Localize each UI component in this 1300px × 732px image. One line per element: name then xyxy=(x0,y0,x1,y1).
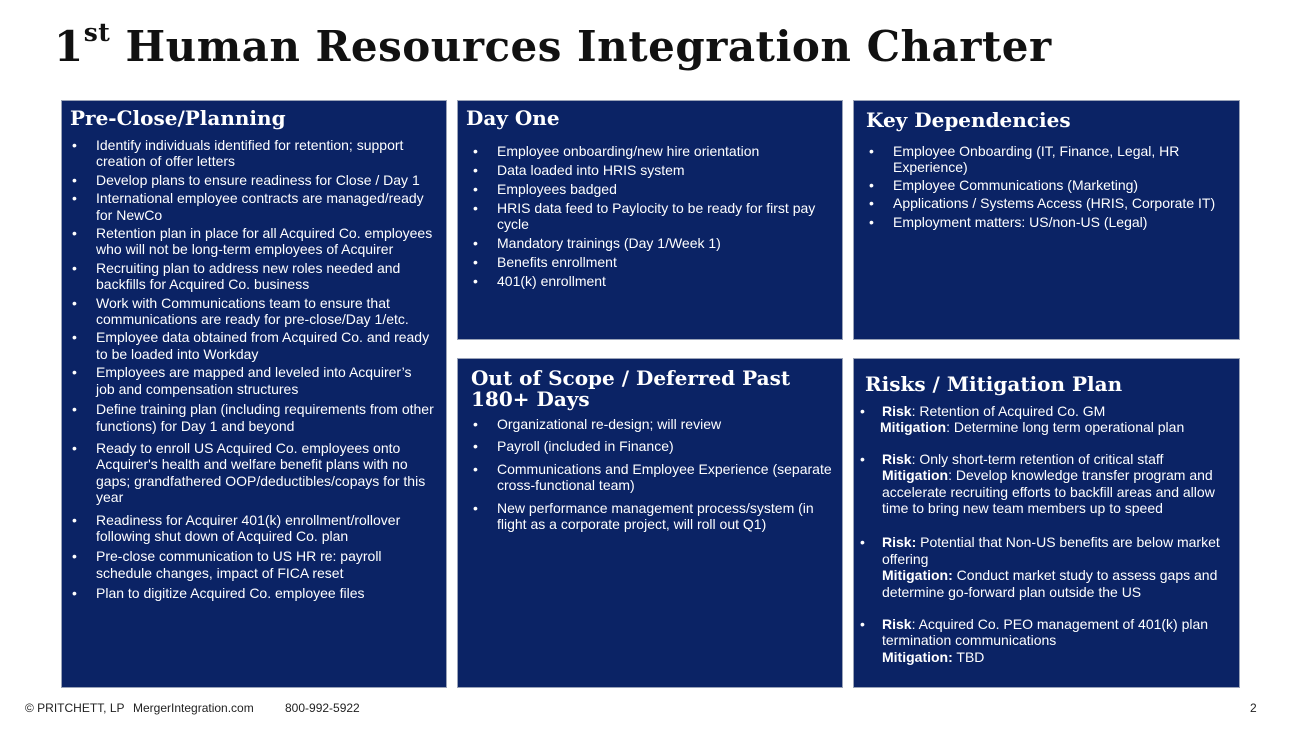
list-item: • Organizational re-design; will review xyxy=(463,416,835,432)
list-item: • Payroll (included in Finance) xyxy=(463,438,835,454)
list-item: • Applications / Systems Access (HRIS, Corporate IT) xyxy=(859,195,1219,211)
pre-close-planning-panel xyxy=(61,100,447,688)
list-item: • Recruiting plan to address new roles needed and backfills for Acquired Co. business xyxy=(62,260,434,293)
risk-text: : Retention of Acquired Co. GM xyxy=(911,403,1106,419)
page-title xyxy=(54,18,1052,71)
risk-text: : Acquired Co. PEO management of 401(k) plan termination communications xyxy=(882,616,1209,649)
mitigation-text: : Determine long term operational plan xyxy=(946,419,1185,436)
list-item: • Employee Communications (Marketing) xyxy=(859,177,1219,193)
key-dependencies-heading: Key Dependencies xyxy=(866,108,1071,132)
list-item: • Employment matters: US/non-US (Legal) xyxy=(859,214,1219,230)
mitigation-line xyxy=(882,649,984,665)
list-item: • Employee onboarding/new hire orientation xyxy=(463,143,835,159)
title-ordinal: 1 xyxy=(54,22,84,71)
risk-item xyxy=(854,403,1236,436)
risk-item xyxy=(854,534,1236,600)
risks-mitigation-panel xyxy=(853,358,1240,688)
day-one-heading: Day One xyxy=(466,106,560,130)
out-of-scope-list xyxy=(458,416,835,532)
title-ordinal-suffix: st xyxy=(83,18,111,47)
list-item: • Retention plan in place for all Acquired Co. employees who will not be long-term employees of Acquirer xyxy=(62,225,434,258)
mitigation-text: Conduct market study to assess gaps and determine go-forward plan outside the US xyxy=(882,567,1218,600)
day-one-list xyxy=(458,143,835,289)
risk-line xyxy=(882,403,1105,419)
mitigation-label: Mitigation: xyxy=(882,648,953,665)
list-item: • Employees are mapped and leveled into Acquirer’s job and compensation structures xyxy=(62,364,434,397)
mitigation-text: : Develop knowledge transfer program and accelerate recruiting efforts to backfill areas and allow time to bring new team members up to speed xyxy=(882,467,1215,517)
footer-website-link[interactable]: MergerIntegration.com xyxy=(133,701,254,715)
risk-line xyxy=(882,534,1220,566)
list-item: • International employee contracts are managed/ready for NewCo xyxy=(62,190,434,223)
list-item: • Identify individuals identified for retention; support creation of offer letters xyxy=(62,137,434,170)
mitigation-label: Mitigation: xyxy=(882,567,953,584)
list-item: • 401(k) enrollment xyxy=(463,273,835,289)
pre-close-list xyxy=(62,137,434,602)
risk-item xyxy=(854,451,1236,517)
mitigation-text: TBD xyxy=(952,648,985,665)
mitigation-line xyxy=(880,419,1184,435)
mitigation-line xyxy=(882,567,1217,599)
risk-label: Risk xyxy=(882,450,912,467)
pre-close-heading: Pre-Close/Planning xyxy=(70,106,286,130)
footer-phone: 800-992-5922 xyxy=(285,701,360,715)
out-of-scope-panel xyxy=(457,358,843,688)
list-item: • Data loaded into HRIS system xyxy=(463,162,835,178)
mitigation-label: Mitigation xyxy=(882,467,949,484)
list-item: • Mandatory trainings (Day 1/Week 1) xyxy=(463,235,835,251)
list-item: • Employees badged xyxy=(463,181,835,197)
list-item: • Employee data obtained from Acquired Co. and ready to be loaded into Workday xyxy=(62,329,434,362)
risk-line xyxy=(882,451,1163,467)
list-item: • Develop plans to ensure readiness for Close / Day 1 xyxy=(62,172,434,188)
list-item: • New performance management process/system (in flight as a corporate project, will roll out Q1) xyxy=(463,500,835,533)
list-item: • Ready to enroll US Acquired Co. employees onto Acquirer's health and welfare benefit plans with no gaps; grandfathered OOP/deductibles/copays for this year xyxy=(62,440,434,506)
list-item: • Plan to digitize Acquired Co. employee files xyxy=(62,585,434,601)
day-one-panel xyxy=(457,100,843,340)
list-item: • Readiness for Acquirer 401(k) enrollment/rollover following shut down of Acquired Co. plan xyxy=(62,512,434,545)
risk-line xyxy=(882,616,1208,648)
risk-label: Risk: xyxy=(882,534,917,551)
risk-text: Potential that Non-US benefits are below market offering xyxy=(882,534,1220,567)
list-item: • Define training plan (including requirements from other functions) for Day 1 and beyond xyxy=(62,401,434,434)
risk-text: : Only short-term retention of critical staff xyxy=(911,450,1164,467)
list-item: • HRIS data feed to Paylocity to be ready for first pay cycle xyxy=(463,200,835,233)
risk-label: Risk xyxy=(882,616,912,633)
risk-label: Risk xyxy=(882,403,912,419)
out-of-scope-heading: Out of Scope / Deferred Past 180+ Days xyxy=(471,366,791,411)
key-dependencies-panel xyxy=(853,100,1240,340)
footer-copyright: © PRITCHETT, LP xyxy=(25,701,125,715)
list-item: • Employee Onboarding (IT, Finance, Legal, HR Experience) xyxy=(859,143,1219,176)
page-number: 2 xyxy=(1250,701,1257,715)
list-item: • Benefits enrollment xyxy=(463,254,835,270)
risk-item xyxy=(854,616,1236,665)
list-item: • Work with Communications team to ensure that communications are ready for pre-close/Day 1/etc. xyxy=(62,295,434,328)
risks-list xyxy=(854,403,1236,665)
list-item: • Communications and Employee Experience (separate cross-functional team) xyxy=(463,461,835,494)
mitigation-line xyxy=(882,467,1215,516)
key-dependencies-list xyxy=(854,143,1219,230)
title-text: Human Resources Integration Charter xyxy=(125,22,1052,71)
list-item: • Pre-close communication to US HR re: payroll schedule changes, impact of FICA reset xyxy=(62,548,434,581)
risks-heading: Risks / Mitigation Plan xyxy=(865,372,1123,396)
mitigation-label: Mitigation xyxy=(880,419,947,436)
